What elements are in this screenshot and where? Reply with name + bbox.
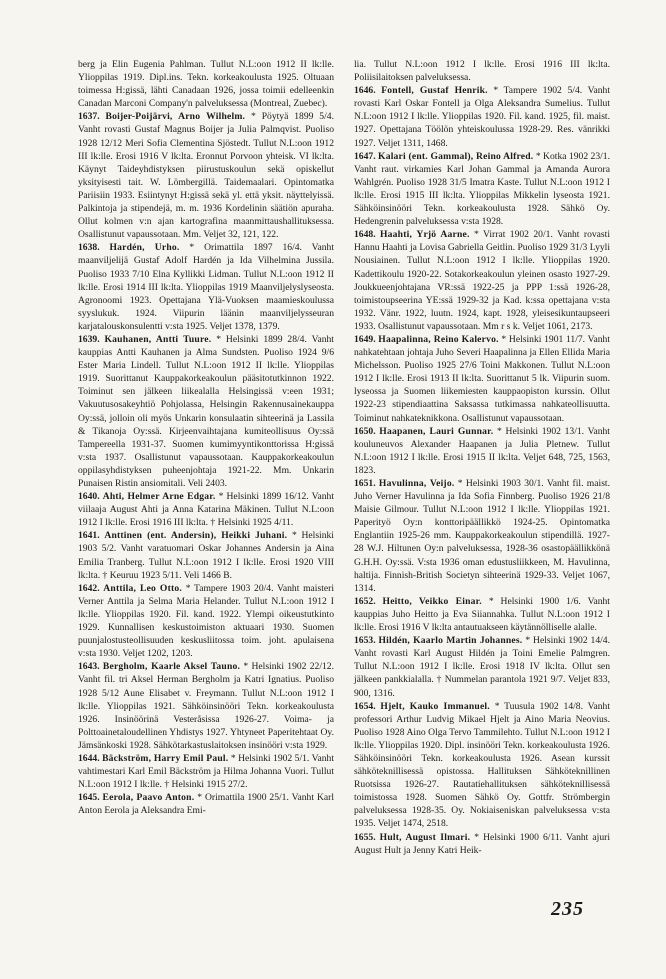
biography-entry: [354, 84, 610, 149]
entry-name: Hjelt, Kauko Immanuel.: [380, 700, 490, 712]
biography-entry: [354, 150, 610, 229]
biography-entry: [78, 333, 334, 490]
entry-name: Havulinna, Veijo.: [378, 478, 455, 489]
entry-text: berg ja Elin Eugenia Pahlman. Tullut N.L:oon 1912 II lk:lle. Ylioppilas 1919. Dipl.ins. Tekn. korkeakoulusta 1925. Oltuaan toimessa H:gissä, lähti Canadaan 1926, jossa toimii edelleenkin Canadan Marconi Company'n palveluksessa (Montreal, Zuebec).: [78, 59, 334, 110]
entry-number: 1649.: [354, 333, 376, 345]
biography-entry: [78, 110, 334, 241]
entry-text: lia. Tullut N.L:oon 1912 I lk:lle. Erosi 1916 III lk:lta. Poliisilaitoksen palveluksessa.: [354, 59, 610, 84]
entry-number: 1654.: [354, 700, 376, 712]
entry-number: 1643.: [78, 661, 100, 673]
entry-name: Haahti, Yrjö Aarne.: [380, 229, 470, 241]
entry-name: Anttinen (ent. Andersin), Heikki Juhani.: [104, 530, 288, 542]
biography-entry: [354, 425, 610, 477]
entry-number: 1640.: [78, 491, 100, 503]
entry-name: Anttila, Leo Otto.: [103, 582, 182, 594]
entry-text: * Helsinki 1900 6/11. Vanht ajuri August Hult ja Jenny Katri Heik-: [354, 831, 610, 856]
entry-text: * Helsinki 1902 22/12. Vanht fil. tri Aksel Herman Bergholm ja Katri Ignatius. Puoliso 1928 5/12 Aune Elisabet v. Freymann. Tullut N.L:oon 1912 I lk:lle. Ylioppilas 1921. Sähköinsinööri Tekn. korkeakoulusta 1926. Insinöörinä Vesteråsissa 1926-27. Voima- ja Polttoainetaloudellinen Yhdistys 1927. Yhtyneet Paperitehtaat Oy. Jämsänkoski 1928. Sähkötarkastuslaitoksen insinööri v:sta 1929.: [78, 661, 334, 751]
entry-name: Eerola, Paavo Anton.: [102, 792, 195, 804]
entry-text: * Tampere 1903 20/4. Vanht maisteri Verner Anttila ja Selma Maria Helander. Tullut N.L:oon 1912 I lk:lle. Ylioppilas 1920. Fil. kand. 1922. Ylempi oikeustutkinto 1929. Kunnallisen keskustoimiston aktuaari 1930. Suomen puunjalostusteollisuuden keskusliitossa toim. joht. apulaisena v:sta 1930. Veljet 1202, 1203.: [78, 582, 334, 660]
entry-number: 1641.: [78, 530, 100, 542]
biography-entry: [354, 595, 610, 634]
entry-text: * Virrat 1902 20/1. Vanht rovasti Hannu Haahti ja Lovisa Gabriella Geitlin. Puoliso 1929 31/3 Lyyli Nousiainen. Tullut N.L:oon 1912 I lk:lle. Ylioppilas 1920. Kadettikoulu 1920-22. Sotakorkeakoulun yleinen osasto 1927-29. Joukkueenjohtajana VR:ssä 1922-25 ja PPP 1:ssä 1926-28, toimistoupseerina YE:ssä 1929-32 ja Kad. k:ssa opettajana v:sta 1932. Vänr. 1922, luutn. 1924, kapt. 1928, yleisesikuntaupseeri 1933. Osallistunut vapaussotaan. Mm r s k. Veljet 1061, 2173.: [354, 229, 610, 332]
biography-entry: [78, 490, 334, 529]
entry-text: * Orimattila 1900 25/1. Vanht Karl Anton Eerola ja Aleksandra Emi-: [78, 792, 334, 817]
entry-name: Boijer-Poijärvi, Arno Wilhelm.: [105, 111, 246, 123]
entry-text: * Helsinki 1901 11/7. Vanht nahkatehtaan johtaja Juho Severi Haapalinna ja Ellen Ellida Maria Michelsson. Puoliso 1925 27/6 Toini Makkonen. Tullut N.L:oon 1912 I lk:lle. Erosi 1913 II lk:lta. Suorittanut 5 lk. Viipurin suom. lyseossa ja Suomen liikemiesten kauppaopiston kurssin. Ollut 1922-23 stipendiaattina Saksassa tutkimassa nahkateollisuutta. Toiminut nahkateknikkona. Osallistunut vapaussotaan.: [354, 333, 610, 424]
entry-number: 1645.: [78, 792, 100, 804]
entry-number: 1655.: [354, 831, 376, 843]
entry-text: * Helsinki 1900 1/6. Vanht kauppias Juho Heitto ja Eva Siiannahka. Tullut N.L:oon 1912 I lk:lle. Erosi 1916 V lk:lta antautuakseen käytännölliselle alalle.: [354, 595, 610, 634]
entry-number: 1644.: [78, 752, 100, 764]
entry-number: 1642.: [78, 582, 100, 594]
biography-entry: [78, 241, 334, 333]
biography-entry: [78, 582, 334, 661]
entry-text: * Tuusula 1902 14/8. Vanht professori Arthur Ludvig Mikael Hjelt ja Aino Maria Neovius. Puoliso 1928 Aino Olga Tervo Tammilehto. Tullut N.L:oon 1912 I lk:lle. Ylioppilas 1920. Dipl. insinööri Tekn. korkeakoulusta 1926. Sähköinsinööri Tekn. korkeakoulusta 1926. Asean kurssit sähköteknillisessä opistossa. Hallituksen Sähköteknillinen Ruotsissa 1926-27. Rautatiehallituksen sähköteknillisessä toimistossa 1928. Suomen Sähkö Oy. Gottfr. Strömbergin palveluksessa 1928-35. Oy. Nokiaiseniskan palveluksessa v:sta 1935. Veljet 1474, 2518.: [354, 700, 611, 830]
entry-text: * Helsinki 1899 28/4. Vanht kauppias Antti Kauhanen ja Alma Sundsten. Puoliso 1924 9/6 Ester Maria Lindell. Tullut N.L:oon 1912 II lk:lle. Ylioppilas 1919. Suorittanut Kauppakorkeakoulun pääsitotutkinnon 1922. Toiminut sen jälkeen liikealalla Helsingissä v:een 1931; Vakuutusosakeyhtiö Pohjolassa, Helsingin Rakennusainekauppa Oy:ssä, jolloin oli myös Unkarin konsulaatin sihteerinä ja Lassila & Tikanoja Oy:ssä. Kirjeenvaihtajana kumiteollisuus Oy:ssä Tampereella 1931-37. Suomen kumimyyntikonttorissa H:gissä v:sta 1937. Osallistunut vapaussotaan. Kauppakorkeakoulun oppilasyhdistyksen puheenjohtaja 1921-22. Mm. Unkarin Punaisen Ristin ansiomitali. Veli 2403.: [78, 333, 334, 489]
entry-text: * Helsinki 1903 30/1. Vanht fil. maist. Juho Verner Havulinna ja Ida Sofia Finnberg. Puoliso 1926 21/8 Maisie Gilmour. Tullut N.L:oon 1912 I lk:lle. Ylioppilas 1921. Paperityö Oy:n konttoripäällikkö 1924-25. Opintomatka Englantiin 1925-26 mm. Kauppakorkeakoulun stipendillä. 1927-28 W.J. Hiltunen Oy:n palveluksessa, 1928-36 osastopäällikkönä G.H.H. Oy:ssä. V:sta 1936 oman edustusliikkeen, M. Havulinna, haltija. Finnish-British Societyn sihteerinä 1929-33. Veljet 1067, 1314.: [354, 478, 610, 594]
entry-number: 1647.: [354, 150, 376, 162]
entry-text: * Helsinki 1902 5/1. Vanht vahtimestari Karl Emil Bäckström ja Hilma Johanna Vuori. Tullut N.L:oon 1912 I lk:lle. † Helsinki 1915 27/2.: [78, 752, 334, 791]
entry-text: * Kotka 1902 23/1. Vanht raut. virkamies Karl Johan Gammal ja Amanda Aurora Wahlgrén. Puoliso 1928 31/5 Imatra Kaste. Tullut N.L:oon 1912 I lk:lle. Erosi 1915 III lk:lta. Ylioppilas Mikkelin lyseosta 1921. Sähköinsinööri Tekn. korkeakoulusta 1928. Sähkö Oy. Hedengrenin palveluksessa v:sta 1928.: [354, 150, 610, 228]
entry-name: Haapanen, Lauri Gunnar.: [379, 425, 494, 437]
entry-text: * Helsinki 1902 14/4. Vanht rovasti Karl August Hildén ja Toini Emelie Palmgren. Tullut N.L:oon 1912 I lk:lle. Erosi 1918 IV lk:lta. Ollut sen jälkeen pankkialalla. † Nummelan parantola 1921 9/7. Veljet 833, 900, 1316.: [354, 635, 610, 699]
biography-entry: [354, 831, 610, 857]
right-column: [354, 58, 610, 857]
continued-entry: [78, 58, 334, 110]
entry-number: 1653.: [354, 635, 376, 647]
biography-entry: [354, 228, 610, 333]
entry-text: * Tampere 1902 5/4. Vanht rovasti Karl Oskar Fontell ja Olga Aleksandra Sumelius. Tullut N.L:oon 1912 I lk:lle. Ylioppilas 1920. Fil. kand. 1925, fil. maist. 1927. Opettajana Töölön yhteiskoulussa 1928-29. Res. vänrikki 1927. Veljet 1311, 1468.: [354, 85, 610, 149]
biography-entry: [354, 333, 610, 425]
entry-text: * Pöytyä 1899 5/4. Vanht rovasti Gustaf Magnus Boijer ja Julia Palmqvist. Puoliso 1928 12/12 Meri Sofia Clementina Sjöstedt. Tullut N.L:oon 1912 III lk:lle. Erosi 1916 V lk:lta. Eronnut Porvoon yhteisk. VI lk:lta. Käynyt Taideyhdistyksen piirustuskoulun sekä opiskellut yksityisesti tait. W. Lömbergillä. Taidemaalari. Opintomatka Pariisiin 1933. Esiintynyt H:gissä sekä yl. että yksit. näyttelyissä. Palkintoja ja stipendejä, m. m. 1936 Kordelinin säätiön apuraha. Ollut kolmen v:n ajan kartografina maanmittaushallituksessa. Osallistunut vapaussotaan. Mm. Veljet 32, 121, 122.: [78, 111, 334, 241]
entry-name: Haapalinna, Reino Kalervo.: [378, 333, 499, 345]
entry-name: Fontell, Gustaf Henrik.: [381, 85, 488, 97]
entry-number: 1650.: [354, 425, 376, 437]
left-column: [78, 58, 334, 857]
entry-name: Bergholm, Kaarle Aksel Tauno.: [102, 661, 241, 673]
entry-text: * Helsinki 1902 13/1. Vanht kouluneuvos Alexander Haapanen ja Julia Pletnew. Tullut N.L:oon 1912 I lk:lle. Erosi 1915 II lk:lta. Veljet 648, 725, 1563, 1823.: [354, 425, 610, 476]
entry-number: 1637.: [78, 111, 100, 123]
biography-entry: [78, 660, 334, 752]
biography-entry: [78, 529, 334, 581]
entry-name: Hardén, Urho.: [109, 242, 180, 254]
biography-entry: [354, 477, 610, 595]
entry-name: Bäckström, Harry Emil Paul.: [102, 752, 229, 764]
biography-entry: [354, 700, 610, 831]
biography-entry: [78, 791, 334, 817]
entry-name: Hult, August Ilmari.: [379, 831, 471, 843]
entry-name: Hildén, Kaarlo Martin Johannes.: [378, 635, 523, 647]
entry-number: 1651.: [354, 478, 376, 489]
entry-name: Kalari (ent. Gammal), Reino Alfred.: [378, 150, 534, 162]
entry-number: 1652.: [354, 595, 376, 607]
text-columns: [78, 58, 610, 857]
entry-text: * Orimattila 1897 16/4. Vanht maanviljelijä Gustaf Adolf Hardén ja Ida Vilhelmina Jussila. Puoliso 1933 7/10 Elna Kyllikki Lidman. Tullut N.L:oon 1912 II lk:lle. Erosi 1914 III lk:lta. Ylioppilas 1919 Maanviljelyslyseosta. Agronoomi 1923. Opettajana Ylä-Vuoksen maamieskoulussa syyslukuk. 1924. Viipurin läänin maanviljelysseuran karjatalouskonsulentti v:sta 1925. Veljet 1378, 1379.: [78, 242, 335, 332]
entry-name: Kauhanen, Antti Tuure.: [104, 333, 212, 345]
continued-entry: [354, 58, 610, 84]
entry-text: * Helsinki 1903 5/2. Vanht varatuomari Oskar Johannes Andersin ja Aina Emilia Tranberg. Tullut N.L:oon 1912 I lk:lle. Erosi 1920 VIII lk:lta. † Keuruu 1923 5/11. Veli 1466 B.: [78, 530, 334, 581]
entry-number: 1639.: [78, 333, 100, 345]
biography-entry: [78, 752, 334, 791]
entry-text: * Helsinki 1899 16/12. Vanht viilaaja August Ahti ja Anna Katarina Mäkinen. Tullut N.L:oon 1912 I lk:lle. Erosi 1916 III lk:lta. † Helsinki 1925 4/11.: [78, 491, 335, 529]
entry-number: 1648.: [354, 229, 376, 241]
entry-number: 1638.: [78, 242, 100, 254]
entry-number: 1646.: [354, 85, 376, 97]
page-number: 235: [551, 898, 584, 920]
entry-name: Heitto, Veikko Einar.: [382, 595, 482, 607]
entry-name: Ahti, Helmer Arne Edgar.: [102, 491, 216, 503]
biography-entry: [354, 634, 610, 699]
